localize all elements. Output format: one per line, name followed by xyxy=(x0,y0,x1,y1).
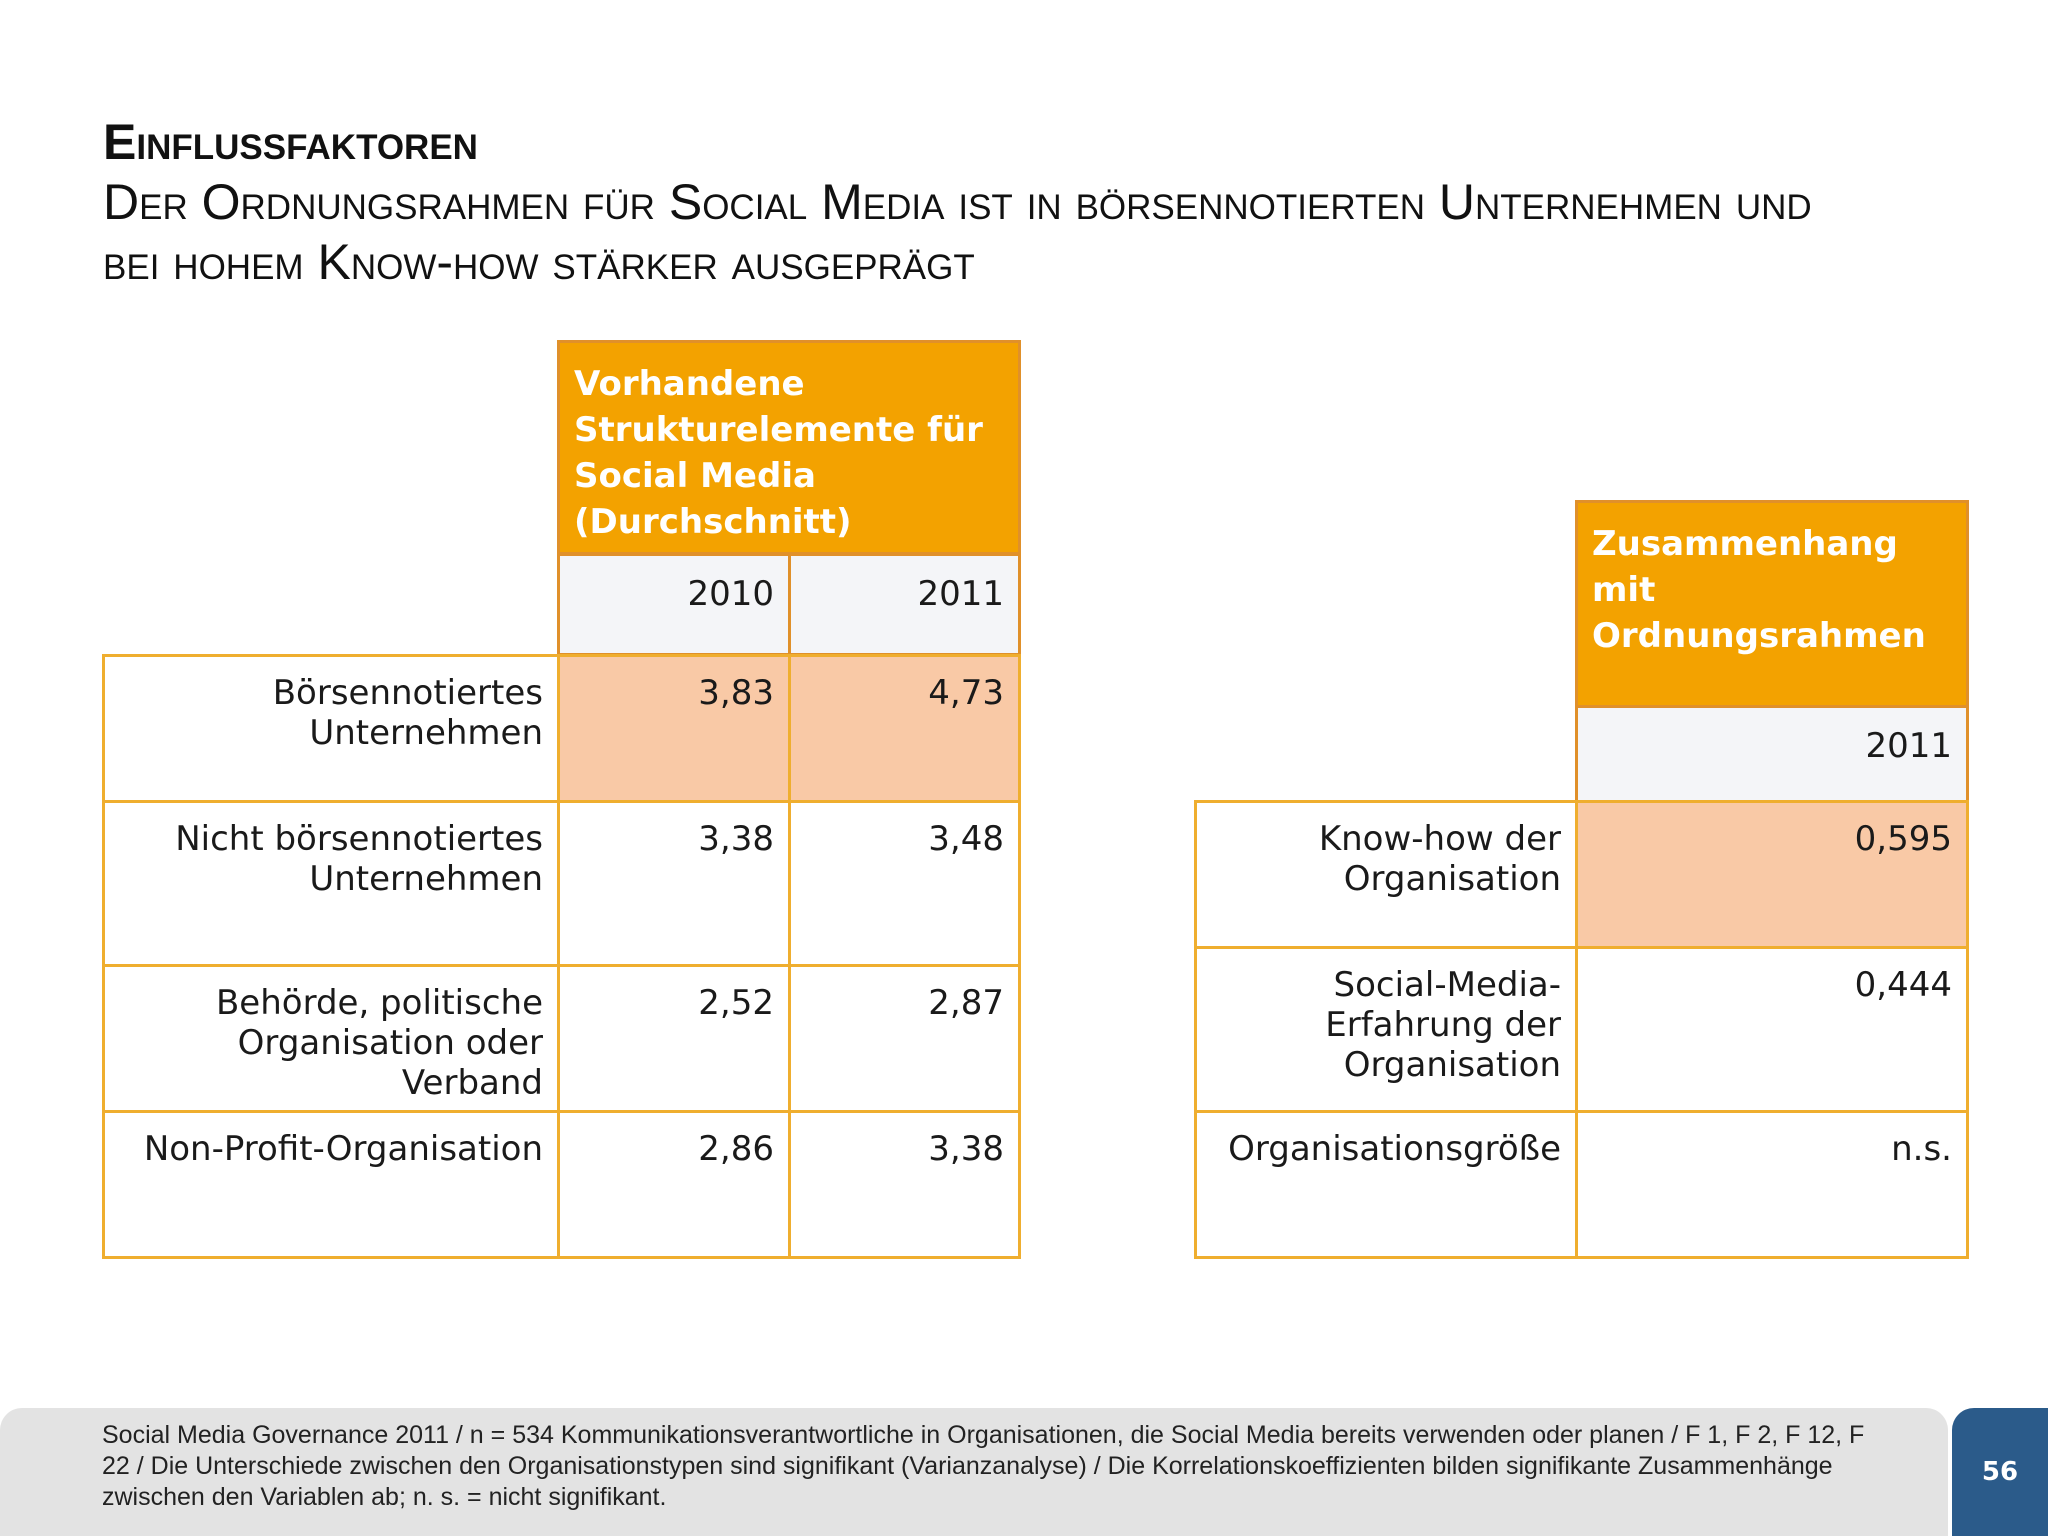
left-row-label: Non-Profit-Organisation xyxy=(102,1110,560,1259)
left-row-value-2010: 2,52 xyxy=(557,964,791,1113)
left-row-value-2010: 3,83 xyxy=(557,654,791,803)
left-row-label: Behörde, politische Organisation oder Verband xyxy=(102,964,560,1113)
left-row-value-2011: 2,87 xyxy=(788,964,1021,1113)
right-row-value: n.s. xyxy=(1575,1110,1969,1259)
right-row-value: 0,595 xyxy=(1575,800,1969,949)
left-row-label: Börsennotiertes Unternehmen xyxy=(102,654,560,803)
right-row-value: 0,444 xyxy=(1575,946,1969,1113)
page-subtitle-line1: Der Ordnungsrahmen für Social Media ist in börsennotierten Unternehmen und xyxy=(103,174,1812,230)
page-title: Einflussfaktoren xyxy=(103,114,478,170)
title-block xyxy=(103,112,1983,292)
page-number: 56 xyxy=(1981,1457,2019,1487)
right-row-label: Know-how der Organisation xyxy=(1194,800,1578,949)
left-row-value-2010: 2,86 xyxy=(557,1110,791,1259)
left-year-2010: 2010 xyxy=(557,553,791,656)
footer-note: Social Media Governance 2011 / n = 534 Kommunikationsverantwortliche in Organisationen, die Social Media bereits verwenden oder planen / F 1, F 2, F 12, F 22 / Die Unterschiede zwischen den Organisationstypen sind signifikant (Varianzanalyse) / Die Korrelationskoeffizienten bilden signifikante Zusammenhänge zwischen den Variablen ab; n. s. = nicht signifikant. xyxy=(102,1421,1865,1511)
right-row-label: Organisationsgröße xyxy=(1194,1110,1578,1259)
right-year-2011: 2011 xyxy=(1575,705,1969,804)
left-row-value-2010: 3,38 xyxy=(557,800,791,967)
left-row-label: Nicht börsennotiertes Unternehmen xyxy=(102,800,560,967)
left-row-value-2011: 3,48 xyxy=(788,800,1021,967)
left-row-value-2011: 3,38 xyxy=(788,1110,1021,1259)
page-number-badge xyxy=(1952,1408,2048,1536)
right-row-label: Social-Media-Erfahrung der Organisation xyxy=(1194,946,1578,1113)
page-subtitle-line2: bei hohem Know-how stärker ausgeprägt xyxy=(103,234,975,290)
right-table-header: Zusammenhang mit Ordnungsrahmen xyxy=(1575,500,1969,708)
left-table-header: Vorhandene Strukturelemente für Social Media (Durchschnitt) xyxy=(557,340,1021,555)
left-year-2011: 2011 xyxy=(788,553,1021,656)
left-row-value-2011: 4,73 xyxy=(788,654,1021,803)
